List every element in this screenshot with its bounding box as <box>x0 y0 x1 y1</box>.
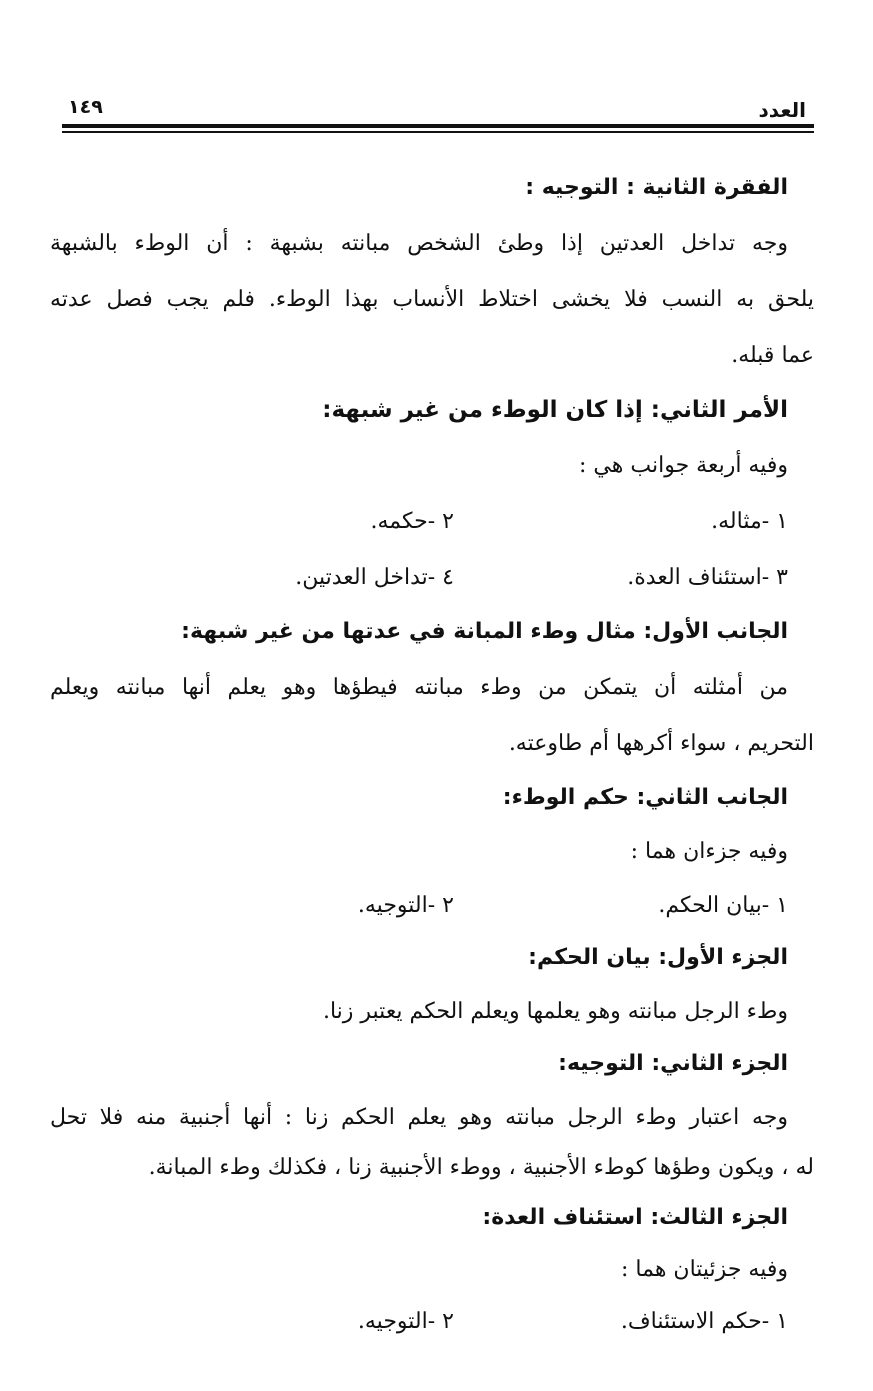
section-heading: الجزء الثاني: التوجيه: <box>558 1051 788 1076</box>
paragraph-line: وفيه جزءان هما : <box>630 839 788 864</box>
paragraph-line: وطء الرجل مبانته وهو يعلمها ويعلم الحكم يعتبر زنا. <box>322 999 788 1024</box>
section-heading: الأمر الثاني: إذا كان الوطء من غير شبهة: <box>322 397 788 423</box>
list-item: ٢ -التوجيه. <box>357 893 454 918</box>
running-header <box>62 92 814 128</box>
list-item: ١ -مثاله. <box>711 509 788 534</box>
list-row <box>50 878 814 934</box>
paragraph-line: وجه تداخل العدتين إذا وطئ الشخص مبانته بشبهة : أن الوطء بالشبهة <box>50 231 788 256</box>
list-item: ٢ -حكمه. <box>370 509 454 534</box>
list-row <box>50 1294 814 1350</box>
paragraph-line: من أمثلته أن يتمكن من وطء مبانته فيطؤها وهو يعلم أنها مبانته ويعلم <box>50 675 788 700</box>
list-item: ٤ -تداخل العدتين. <box>295 565 454 590</box>
section-heading: الجزء الثالث: استئناف العدة: <box>482 1205 788 1230</box>
section-heading: الجانب الأول: مثال وطء المبانة في عدتها من غير شبهة: <box>181 619 788 644</box>
header-rule-thick <box>62 124 814 128</box>
list-item: ١ -بيان الحكم. <box>658 893 788 918</box>
paragraph-line: وفيه أربعة جوانب هي : <box>579 453 788 478</box>
list-item: ٢ -التوجيه. <box>357 1309 454 1334</box>
list-item: ١ -حكم الاستئناف. <box>620 1309 788 1334</box>
list-item: ٣ -استئناف العدة. <box>627 565 788 590</box>
chapter-title: العدد <box>758 98 806 122</box>
section-heading: الجانب الثاني: حكم الوطء: <box>502 785 788 810</box>
list-row <box>50 550 814 606</box>
section-heading: الفقرة الثانية : التوجيه : <box>525 175 788 200</box>
list-row <box>50 494 814 550</box>
header-rule-thin <box>62 131 814 133</box>
paragraph-line: وفيه جزئيتان هما : <box>621 1257 788 1282</box>
section-heading: الجزء الأول: بيان الحكم: <box>528 945 788 970</box>
paragraph-line: التحريم ، سواء أكرهها أم طاوعته. <box>508 731 814 756</box>
paragraph-line: عما قبله. <box>731 343 814 368</box>
paragraph-line: وجه اعتبار وطء الرجل مبانته وهو يعلم الحكم زنا : أنها أجنبية منه فلا تحل <box>50 1105 788 1130</box>
page-number: ١٤٩ <box>68 96 103 118</box>
paragraph-line: له ، ويكون وطؤها كوطء الأجنبية ، ووطء الأجنبية زنا ، فكذلك وطء المبانة. <box>148 1155 814 1180</box>
paragraph-line: يلحق به النسب فلا يخشى اختلاط الأنساب بهذا الوطء. فلم يجب فصل عدته <box>50 287 814 312</box>
